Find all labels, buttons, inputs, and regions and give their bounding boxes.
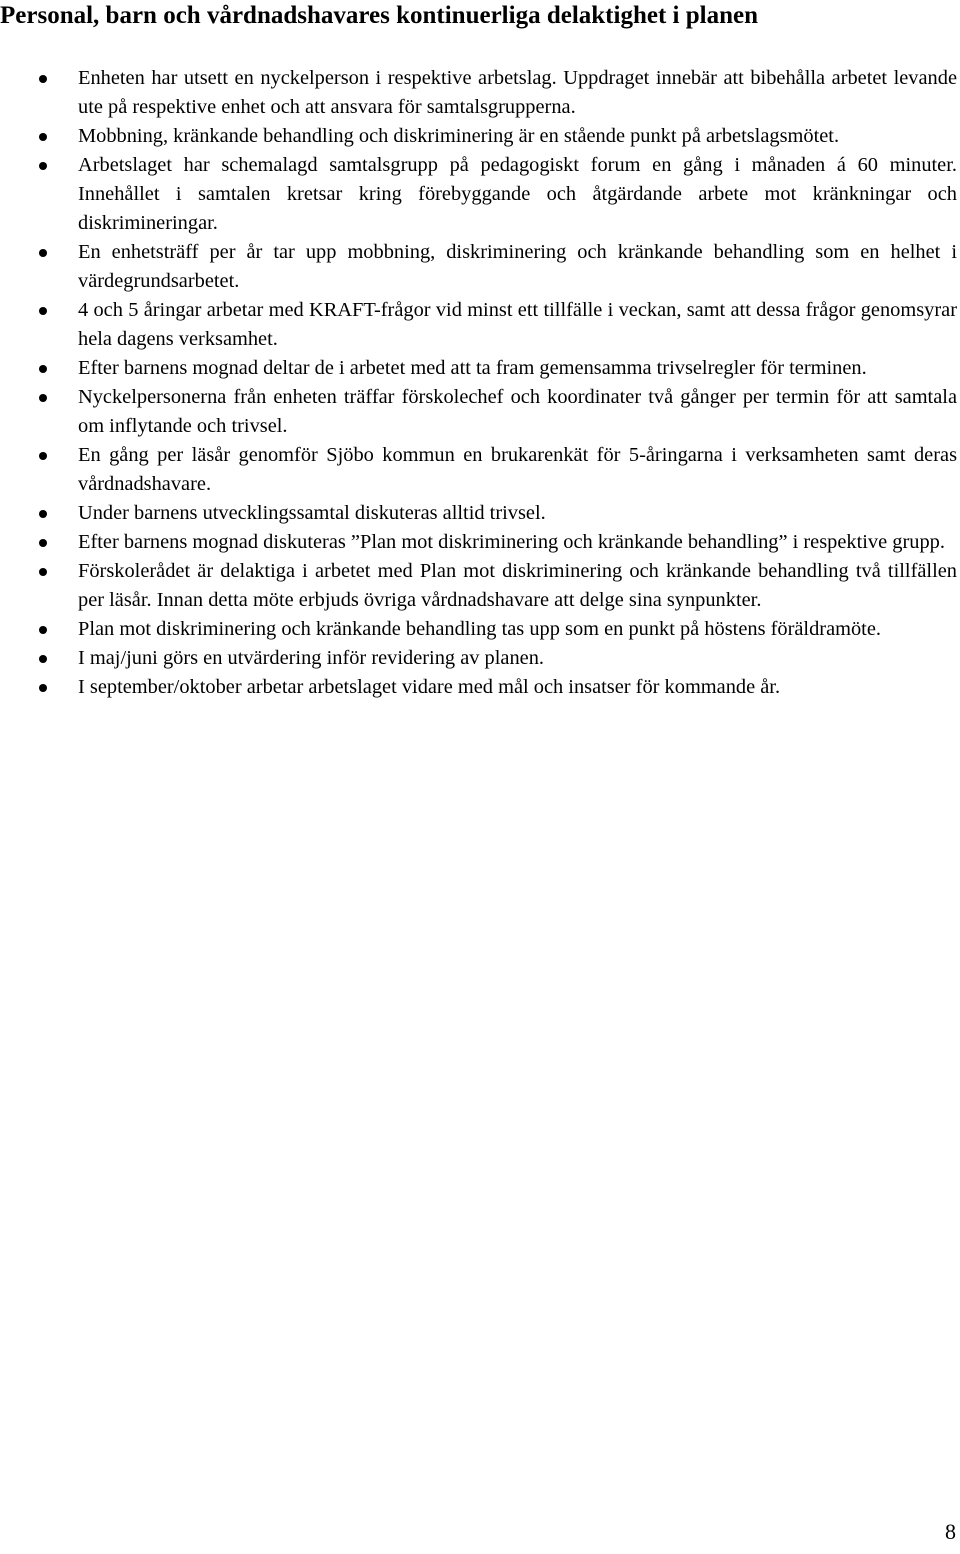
bullet-list — [0, 64, 960, 702]
list-item-text: En gång per läsår genomför Sjöbo kommun en brukarenkät för 5-åringarna i verksamheten samt deras vårdnadshavare. — [78, 444, 957, 495]
list-item-text: Efter barnens mognad diskuteras ”Plan mot diskriminering och kränkande behandling” i respektive grupp. — [78, 531, 945, 553]
list-item-text: Nyckelpersonerna från enheten träffar förskolechef och koordinater två gånger per termin för att samtala om inflytande och trivsel. — [78, 386, 957, 437]
bullet-dot-icon — [39, 75, 47, 83]
list-item — [0, 644, 960, 673]
list-item-text: Plan mot diskriminering och kränkande behandling tas upp som en punkt på höstens föräldramöte. — [78, 618, 882, 640]
list-item — [0, 122, 960, 151]
page-number: 8 — [945, 1519, 956, 1544]
list-item-text: Förskolerådet är delaktiga i arbetet med Plan mot diskriminering och kränkande behandling två tillfällen per läsår. Innan detta möte erbjuds övriga vårdnadshavare att delge sina synpunkter. — [78, 560, 957, 611]
list-item — [0, 528, 960, 557]
list-item-text: Efter barnens mognad deltar de i arbetet med att ta fram gemensamma trivselregler för terminen. — [78, 357, 867, 379]
list-item — [0, 296, 960, 354]
list-item-text: Mobbning, kränkande behandling och diskriminering är en stående punkt på arbetslagsmötet. — [78, 125, 840, 147]
bullet-dot-icon — [39, 655, 47, 663]
bullet-dot-icon — [39, 365, 47, 373]
bullet-dot-icon — [39, 510, 47, 518]
list-item — [0, 151, 960, 238]
list-item-text: En enhetsträff per år tar upp mobbning, diskriminering och kränkande behandling som en helhet i värdegrundsarbetet. — [78, 241, 957, 292]
bullet-dot-icon — [39, 133, 47, 141]
list-item — [0, 673, 960, 702]
bullet-dot-icon — [39, 307, 47, 315]
list-item — [0, 354, 960, 383]
page-title: Personal, barn och vårdnadshavares kontinuerliga delaktighet i planen — [0, 2, 758, 29]
list-item — [0, 557, 960, 615]
bullet-dot-icon — [39, 394, 47, 402]
list-item-text: I september/oktober arbetar arbetslaget vidare med mål och insatser för kommande år. — [78, 676, 781, 698]
bullet-dot-icon — [39, 452, 47, 460]
list-item-text: I maj/juni görs en utvärdering inför revidering av planen. — [78, 647, 545, 669]
bullet-dot-icon — [39, 162, 47, 170]
list-item-text: Arbetslaget har schemalagd samtalsgrupp på pedagogiskt forum en gång i månaden á 60 minuter. Innehållet i samtalen kretsar kring förebyggande och åtgärdande arbete mot kränkningar och diskrimineringar. — [78, 154, 957, 234]
bullet-dot-icon — [39, 626, 47, 634]
list-item-text: 4 och 5 åringar arbetar med KRAFT-frågor vid minst ett tillfälle i veckan, samt att dessa frågor genomsyrar hela dagens verksamhet. — [78, 299, 957, 350]
bullet-dot-icon — [39, 568, 47, 576]
list-item — [0, 64, 960, 122]
list-item — [0, 238, 960, 296]
list-item — [0, 615, 960, 644]
bullet-dot-icon — [39, 684, 47, 692]
list-item-text: Enheten har utsett en nyckelperson i respektive arbetslag. Uppdraget innebär att bibehålla arbetet levande ute på respektive enhet och att ansvara för samtalsgrupperna. — [78, 67, 957, 118]
bullet-dot-icon — [39, 249, 47, 257]
bullet-dot-icon — [39, 539, 47, 547]
list-item — [0, 383, 960, 441]
list-item-text: Under barnens utvecklingssamtal diskuteras alltid trivsel. — [78, 502, 546, 524]
list-item — [0, 499, 960, 528]
list-item — [0, 441, 960, 499]
